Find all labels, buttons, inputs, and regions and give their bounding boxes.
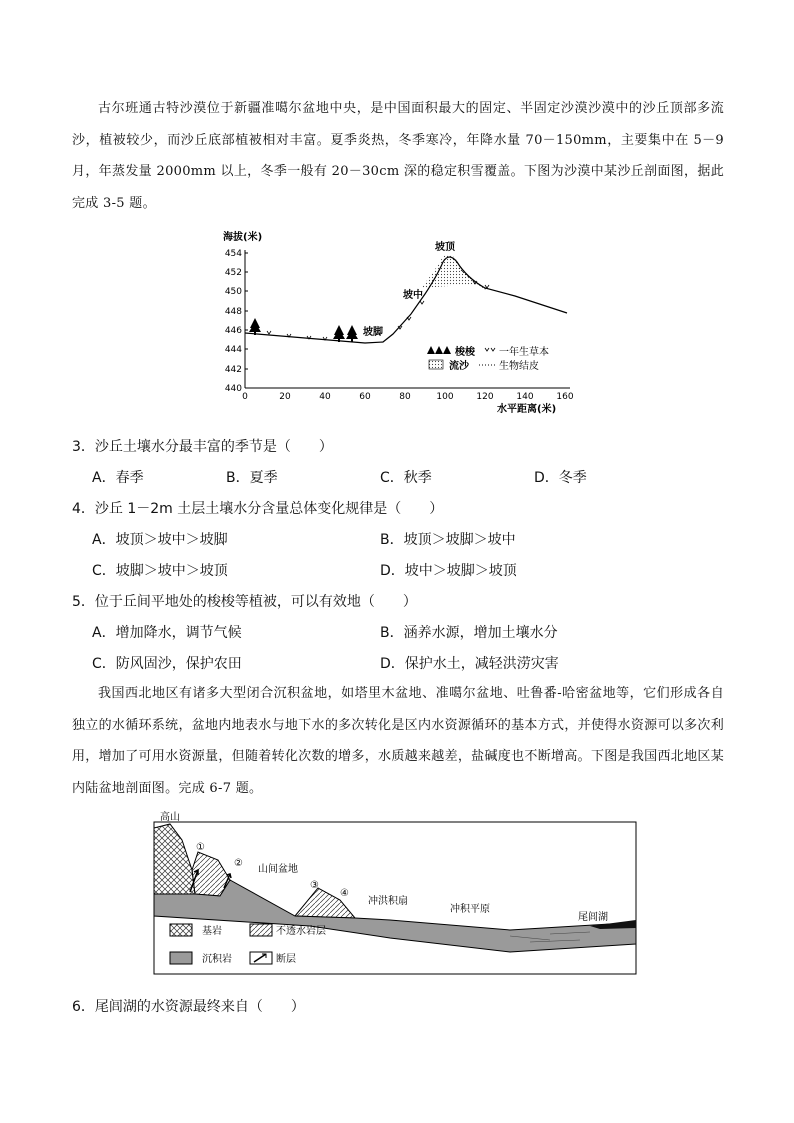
dune-top-sand: [421, 254, 477, 288]
legend-grass: 一年生草本: [499, 347, 549, 358]
question-5-option-a[interactable]: A．增加降水，调节气候: [92, 625, 242, 641]
question-5-option-b[interactable]: B．涵养水源，增加土壤水分: [380, 625, 558, 641]
x-tick: 120: [476, 392, 494, 402]
legend: [427, 345, 549, 372]
y-tick: 446: [224, 326, 242, 336]
legend-sediment: 沉积岩: [202, 954, 232, 965]
label-alluvial-plain: 冲积平原: [450, 904, 490, 915]
question-4-stem: 4．沙丘 1－2m 土层土壤水分含量总体变化规律是（ ）: [72, 501, 444, 517]
question-4-option-b[interactable]: B．坡顶＞坡脚＞坡中: [380, 532, 516, 548]
legend-bedrock: 基岩: [202, 926, 222, 937]
basin-profile-figure: [150, 808, 640, 978]
marker-4: ④: [340, 888, 349, 899]
legend-sand: 流沙: [449, 361, 469, 372]
tree-icon: [333, 325, 345, 342]
y-tick: 454: [224, 249, 242, 259]
label-dune-foot: 坡脚: [363, 327, 383, 338]
label-tail-lake: 尾闾湖: [578, 912, 608, 923]
label-high-mountain: 高山: [160, 812, 180, 823]
legend-tree: 梭梭: [455, 347, 475, 358]
passage-2: 我国西北地区有诸多大型闭合沉积盆地，如塔里木盆地、准噶尔盆地、吐鲁番-哈密盆地等，它们形成各自独立的水循环系统，盆地内地表水与地下水的多次转化是区内水资源循环的基本方式，并使得水资源可以多次利用，增加了可用水资源量，但随着转化次数的增多，水质越来越差，盐碱度也不断增高。下图是我国西北地区某内陆盆地剖面图。完成 6-7 题。: [72, 686, 724, 796]
question-5-option-d[interactable]: D．保护水土，减轻洪涝灾害: [380, 656, 559, 672]
question-3-option-b[interactable]: B．夏季: [226, 470, 278, 486]
x-axis-label: 水平距离(米): [497, 404, 557, 415]
x-tick: 80: [399, 392, 411, 402]
label-dune-middle: 坡中: [403, 290, 423, 301]
label-alluvial-fan: 冲洪积扇: [368, 896, 408, 907]
y-axis-label: 海拔(米): [223, 232, 263, 243]
y-tick-labels: [225, 249, 242, 394]
label-intermontane-basin: 山间盆地: [258, 864, 298, 875]
marker-3: ③: [310, 880, 319, 891]
question-5-stem: 5．位于丘间平地处的梭梭等植被，可以有效地（ ）: [72, 594, 417, 610]
y-tick: 452: [224, 268, 242, 278]
label-dune-top: 坡顶: [435, 242, 455, 253]
question-3-stem: 3．沙丘土壤水分最丰富的季节是（ ）: [72, 439, 333, 455]
question-3-option-d[interactable]: D．冬季: [534, 470, 587, 486]
x-tick: 140: [516, 392, 534, 402]
y-tick: 448: [224, 307, 242, 317]
legend-impermeable: 不透水岩层: [276, 926, 326, 937]
x-tick: 20: [279, 392, 291, 402]
y-tick: 440: [224, 384, 242, 394]
question-6-stem: 6．尾闾湖的水资源最终来自（ ）: [72, 999, 305, 1015]
question-4-option-d[interactable]: D．坡中＞坡脚＞坡顶: [380, 563, 517, 579]
legend-fault: 断层: [276, 954, 296, 965]
y-tick: 450: [224, 287, 242, 297]
question-4-option-c[interactable]: C．坡脚＞坡中＞坡顶: [92, 563, 228, 579]
question-4-option-a[interactable]: A．坡顶＞坡中＞坡脚: [92, 532, 228, 548]
tree-icon: [346, 325, 358, 342]
question-5-option-c[interactable]: C．防风固沙，保护农田: [92, 656, 242, 672]
x-tick: 160: [556, 392, 574, 402]
marker-2: ②: [234, 858, 243, 869]
x-tick: 60: [359, 392, 371, 402]
question-3-option-c[interactable]: C．秋季: [380, 470, 432, 486]
x-tick: 100: [436, 392, 454, 402]
y-tick: 442: [224, 365, 242, 375]
passage-1: 古尔班通古特沙漠位于新疆准噶尔盆地中央，是中国面积最大的固定、半固定沙漠沙漠中的沙丘顶部多流沙，植被较少，而沙丘底部植被相对丰富。夏季炎热，冬季寒冷，年降水量 70－150mm，主要集中在 5－9月，年蒸发量 2000mm 以上，冬季一般有 20－30cm 深的稳定积雪覆盖。下图为沙漠中某沙丘剖面图，据此完成 3-5 题。: [72, 101, 724, 211]
x-tick: 0: [242, 392, 248, 402]
legend-crust: 生物结皮: [499, 361, 539, 372]
y-tick: 444: [224, 345, 242, 355]
tree-icon: [249, 318, 261, 335]
question-3-option-a[interactable]: A．春季: [92, 470, 144, 486]
dune-profile-figure: [215, 228, 585, 418]
x-tick-labels: [242, 392, 574, 402]
x-tick: 40: [319, 392, 331, 402]
marker-1: ①: [196, 842, 205, 853]
